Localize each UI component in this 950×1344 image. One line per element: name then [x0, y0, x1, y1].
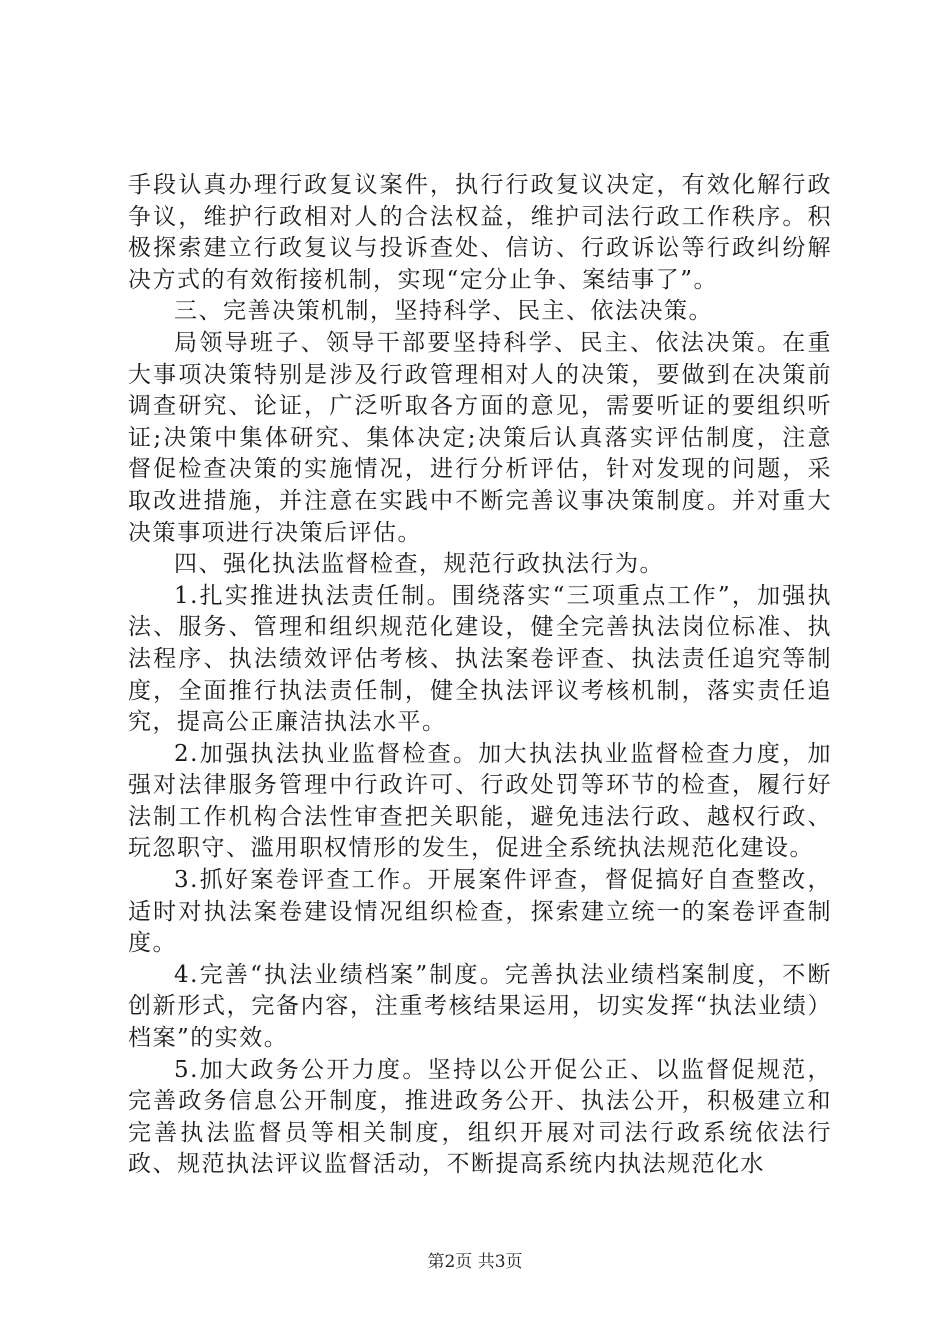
paragraph: 5.加大政务公开力度。坚持以公开促公正、以监督促规范，完善政务信息公开制度，推进政务公开、执法公开，积极建立和完善执法监督员等相关制度，组织开展对司法行政系统依法行政、规范执法评议监督活动，不断提高系统内执法规范化水: [128, 1056, 832, 1178]
paragraph: 2.加强执法执业监督检查。加大执法执业监督检查力度，加强对法律服务管理中行政许可、行政处罚等环节的检查，履行好法制工作机构合法性审查把关职能，避免违法行政、越权行政、玩忽职守、滥用职权情形的发生，促进全系统执法规范化建设。: [128, 740, 832, 862]
paragraph: 手段认真办理行政复议案件，执行行政复议决定，有效化解行政争议，维护行政相对人的合法权益，维护司法行政工作秩序。积极探索建立行政复议与投诉查处、信访、行政诉讼等行政纠纷解决方式的有效衔接机制，实现“定分止争、案结事了”。: [128, 172, 832, 293]
paragraph: 1.扎实推进执法责任制。围绕落实“三项重点工作”，加强执法、服务、管理和组织规范化建设，健全完善执法岗位标准、执法程序、执法绩效评估考核、执法案卷评查、执法责任追究等制度，全面推行执法责任制，健全执法评议考核机制，落实责任追究，提高公正廉洁执法水平。: [128, 582, 832, 736]
paragraph: 三、完善决策机制，坚持科学、民主、依法决策。: [174, 298, 713, 325]
paragraph: 3.抓好案卷评查工作。开展案件评查，督促搞好自查整改，适时对执法案卷建设情况组织检查，探索建立统一的案卷评查制度。: [128, 867, 832, 957]
document-body: [128, 170, 832, 1181]
paragraph: 局领导班子、领导干部要坚持科学、民主、依法决策。在重大事项决策特别是涉及行政管理相对人的决策，要做到在决策前调查研究、论证，广泛听取各方面的意见，需要听证的要组织听证;决策中集体研究、集体决定;决策后认真落实评估制度，注意督促检查决策的实施情况，进行分析评估，针对发现的问题，采取改进措施，并注意在实践中不断完善议事决策制度。并对重大决策事项进行决策后评估。: [128, 329, 832, 546]
paragraph: 四、强化执法监督检查，规范行政执法行为。: [174, 551, 664, 578]
page-footer: 第2页 共3页: [427, 1252, 523, 1272]
paragraph: 4.完善“执法业绩档案”制度。完善执法业绩档案制度，不断创新形式，完备内容，注重考核结果运用，切实发挥“执法业绩）档案”的实效。: [128, 961, 832, 1052]
